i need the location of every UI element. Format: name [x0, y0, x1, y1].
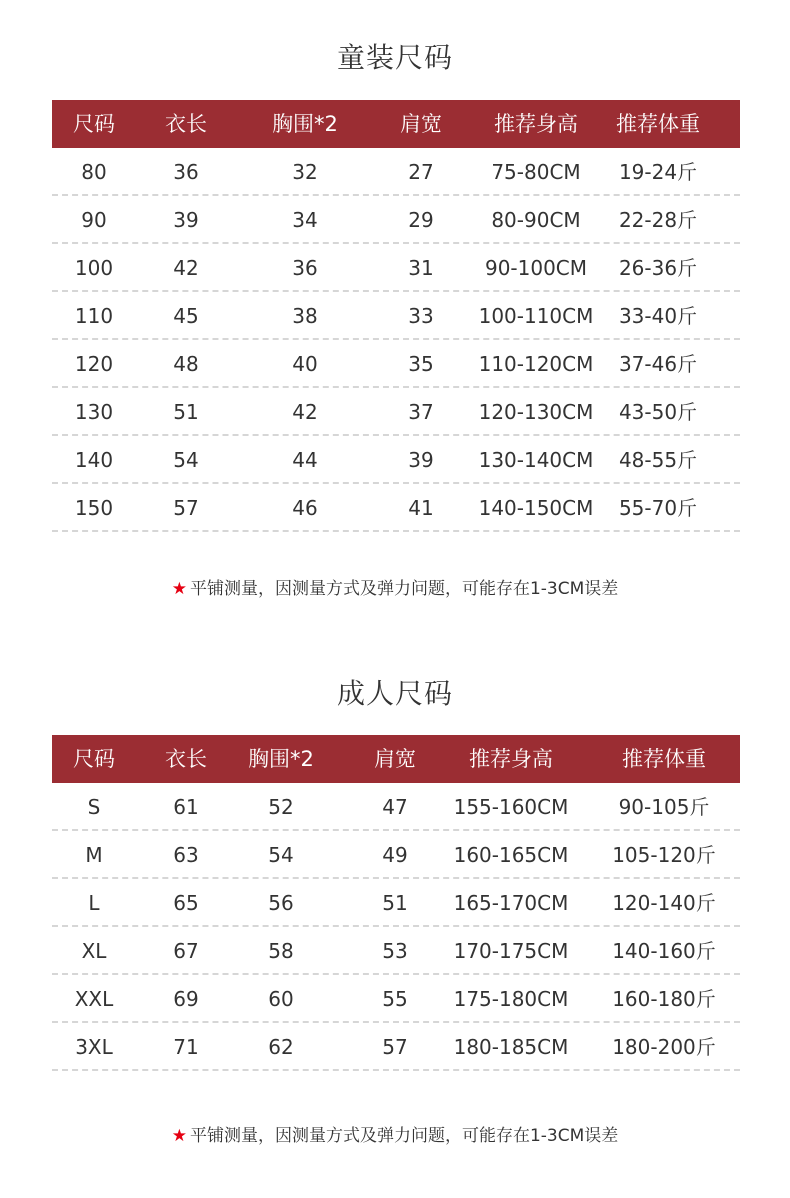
cell-length: 57: [173, 496, 199, 520]
cell-length: 67: [173, 939, 199, 963]
cell-length: 45: [173, 304, 199, 328]
cell-chest: 52: [268, 795, 294, 819]
cell-weight: 19-24斤: [618, 160, 698, 184]
cell-chest: 62: [268, 1035, 294, 1059]
cell-size: 140: [74, 448, 114, 472]
cell-length: 51: [173, 400, 199, 424]
cell-size: 100: [74, 256, 114, 280]
adult-header-weight: 推荐体重: [622, 747, 706, 771]
cell-weight: 26-36斤: [618, 256, 698, 280]
cell-length: 69: [173, 987, 199, 1011]
cell-shoulder: 39: [408, 448, 434, 472]
cell-height: 120-130CM: [478, 400, 594, 424]
cell-shoulder: 47: [382, 795, 408, 819]
kids-size-title: 童装尺码: [336, 41, 453, 74]
cell-weight: 120-140斤: [612, 891, 716, 915]
cell-weight: 43-50斤: [618, 400, 698, 424]
cell-chest: 58: [268, 939, 294, 963]
cell-length: 63: [173, 843, 199, 867]
cell-height: 180-185CM: [453, 1035, 569, 1059]
table-row: [52, 783, 740, 831]
cell-size: 80: [81, 160, 107, 184]
cell-shoulder: 35: [408, 352, 434, 376]
cell-length: 48: [173, 352, 199, 376]
star-icon: ★: [171, 1126, 187, 1146]
adult-table-header: [52, 735, 740, 783]
cell-height: 100-110CM: [478, 304, 594, 328]
cell-shoulder: 29: [408, 208, 434, 232]
table-row: [52, 388, 740, 436]
cell-length: 71: [173, 1035, 199, 1059]
kids-header-shoulder: 肩宽: [400, 112, 442, 136]
table-row: [52, 1023, 740, 1071]
cell-size: XXL: [74, 987, 114, 1011]
kids-header-length: 衣长: [165, 112, 207, 136]
cell-chest: 38: [292, 304, 318, 328]
table-row: [52, 975, 740, 1023]
cell-size: 120: [74, 352, 114, 376]
cell-size: 110: [74, 304, 114, 328]
cell-height: 110-120CM: [478, 352, 594, 376]
kids-measurement-note: [0, 574, 790, 599]
cell-chest: 40: [292, 352, 318, 376]
cell-chest: 32: [292, 160, 318, 184]
adult-size-table: [52, 735, 740, 1071]
cell-length: 39: [173, 208, 199, 232]
table-row: [52, 927, 740, 975]
cell-height: 165-170CM: [453, 891, 569, 915]
adult-header-length: 衣长: [165, 747, 207, 771]
table-row: [52, 436, 740, 484]
cell-weight: 180-200斤: [612, 1035, 716, 1059]
star-icon: ★: [171, 579, 187, 599]
cell-size: 3XL: [75, 1035, 113, 1059]
table-row: [52, 484, 740, 532]
kids-header-height: 推荐身高: [494, 112, 578, 136]
cell-weight: 140-160斤: [612, 939, 716, 963]
cell-size: XL: [81, 939, 107, 963]
cell-chest: 46: [292, 496, 318, 520]
cell-chest: 56: [268, 891, 294, 915]
cell-shoulder: 55: [382, 987, 408, 1011]
cell-shoulder: 57: [382, 1035, 408, 1059]
cell-length: 36: [173, 160, 199, 184]
table-row: [52, 340, 740, 388]
kids-size-table: [52, 100, 740, 532]
cell-height: 90-100CM: [484, 256, 588, 280]
cell-weight: 48-55斤: [618, 448, 698, 472]
cell-weight: 55-70斤: [618, 496, 698, 520]
cell-shoulder: 41: [408, 496, 434, 520]
kids-header-weight: 推荐体重: [616, 112, 700, 136]
cell-chest: 60: [268, 987, 294, 1011]
cell-height: 175-180CM: [453, 987, 569, 1011]
cell-height: 130-140CM: [478, 448, 594, 472]
cell-height: 140-150CM: [478, 496, 594, 520]
cell-height: 75-80CM: [491, 160, 581, 184]
cell-chest: 54: [268, 843, 294, 867]
kids-note-text: 平铺测量，因测量方式及弹力问题，可能存在1-3CM误差: [189, 579, 619, 599]
kids-table-header: [52, 100, 740, 148]
cell-shoulder: 49: [382, 843, 408, 867]
cell-shoulder: 33: [408, 304, 434, 328]
adult-header-height: 推荐身高: [469, 747, 553, 771]
adult-measurement-note: [0, 1121, 790, 1146]
kids-header-size: 尺码: [73, 112, 115, 136]
cell-chest: 42: [292, 400, 318, 424]
cell-size: S: [87, 795, 101, 819]
cell-weight: 37-46斤: [618, 352, 698, 376]
kids-table-body: [52, 148, 740, 532]
cell-chest: 44: [292, 448, 318, 472]
cell-size: 130: [74, 400, 114, 424]
adult-note-text: 平铺测量，因测量方式及弹力问题，可能存在1-3CM误差: [189, 1126, 619, 1146]
cell-length: 65: [173, 891, 199, 915]
table-row: [52, 831, 740, 879]
cell-weight: 160-180斤: [612, 987, 716, 1011]
cell-shoulder: 53: [382, 939, 408, 963]
cell-shoulder: 37: [408, 400, 434, 424]
cell-chest: 34: [292, 208, 318, 232]
cell-size: M: [85, 843, 103, 867]
table-row: [52, 196, 740, 244]
cell-weight: 22-28斤: [618, 208, 698, 232]
cell-height: 155-160CM: [453, 795, 569, 819]
cell-chest: 36: [292, 256, 318, 280]
cell-length: 61: [173, 795, 199, 819]
cell-length: 42: [173, 256, 199, 280]
adult-header-chest: 胸围*2: [248, 747, 314, 771]
cell-shoulder: 51: [382, 891, 408, 915]
table-row: [52, 244, 740, 292]
adult-size-title: 成人尺码: [336, 677, 453, 710]
adult-table-body: [52, 783, 740, 1071]
cell-size: 90: [81, 208, 107, 232]
adult-header-shoulder: 肩宽: [374, 747, 416, 771]
cell-height: 160-165CM: [453, 843, 569, 867]
table-row: [52, 292, 740, 340]
cell-weight: 33-40斤: [618, 304, 698, 328]
cell-weight: 105-120斤: [612, 843, 716, 867]
adult-header-size: 尺码: [73, 747, 115, 771]
cell-height: 80-90CM: [491, 208, 581, 232]
cell-shoulder: 27: [408, 160, 434, 184]
cell-size: 150: [74, 496, 114, 520]
cell-height: 170-175CM: [453, 939, 569, 963]
cell-shoulder: 31: [408, 256, 434, 280]
table-row: [52, 148, 740, 196]
table-row: [52, 879, 740, 927]
cell-length: 54: [173, 448, 199, 472]
kids-header-chest: 胸围*2: [272, 112, 338, 136]
cell-size: L: [88, 891, 100, 915]
cell-weight: 90-105斤: [618, 795, 710, 819]
